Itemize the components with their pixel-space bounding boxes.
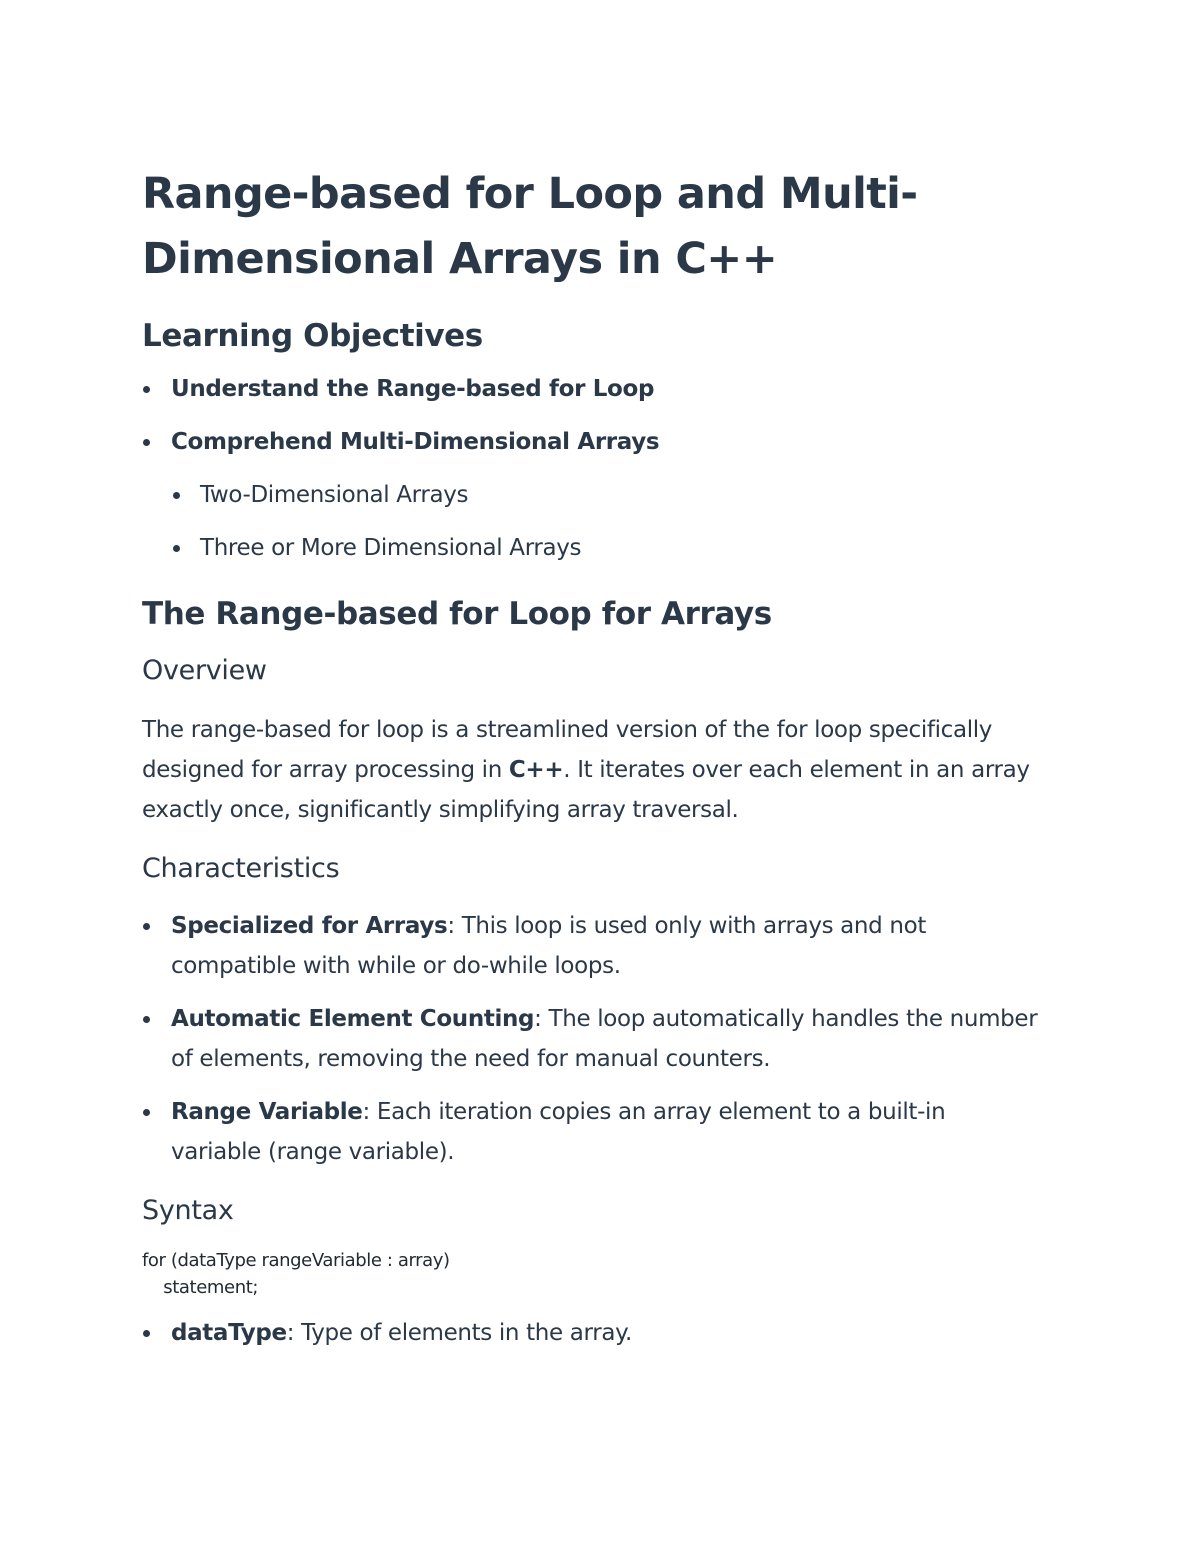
objectives-list — [142, 369, 1042, 568]
characteristics-list — [142, 906, 1042, 1172]
characteristic-item — [142, 906, 1042, 986]
characteristic-item — [142, 999, 1042, 1079]
objective-subitem — [142, 475, 1042, 515]
objectives-heading: Learning Objectives — [142, 318, 483, 354]
characteristic-term: Range Variable — [171, 1099, 363, 1125]
characteristic-desc: : This loop is used only with arrays and not compatible with while or do-while loops. — [171, 913, 926, 979]
bullet-icon — [143, 1109, 150, 1116]
section-heading: The Range-based for Loop for Arrays — [142, 596, 772, 632]
characteristics-heading: Characteristics — [142, 853, 340, 884]
document-page — [142, 162, 1042, 1353]
overview-text-before: The range-based for loop is a streamlined version of the for loop specifically designed for array processing in — [142, 717, 993, 783]
overview-text-bold: C++ — [508, 757, 564, 783]
objective-item-text: Comprehend Multi-Dimensional Arrays — [171, 429, 660, 455]
overview-paragraph — [142, 710, 1042, 830]
overview-heading: Overview — [142, 655, 267, 686]
syntax-item — [142, 1313, 1042, 1353]
bullet-icon — [173, 545, 180, 552]
bullet-icon — [143, 439, 150, 446]
objective-subitem-text: Two-Dimensional Arrays — [200, 482, 469, 508]
syntax-term: dataType — [171, 1320, 287, 1346]
overview-text-after: . It iterates over each element in an array exactly once, significantly simplifying array traversal. — [142, 757, 1030, 823]
objective-item — [142, 369, 1042, 409]
page-title-line-2: Dimensional Arrays in C++ — [142, 234, 778, 284]
characteristic-term: Specialized for Arrays — [171, 913, 448, 939]
bullet-icon — [143, 386, 150, 393]
characteristic-term: Automatic Element Counting — [171, 1006, 535, 1032]
bullet-icon — [173, 492, 180, 499]
objective-subitem-text: Three or More Dimensional Arrays — [200, 535, 582, 561]
syntax-code-block: for (dataType rangeVariable : array) statement; — [142, 1250, 450, 1298]
syntax-desc: : Type of elements in the array. — [286, 1320, 633, 1346]
objective-item-text: Understand the Range-based for Loop — [171, 376, 655, 402]
bullet-icon — [143, 923, 150, 930]
bullet-icon — [143, 1330, 150, 1337]
characteristic-desc: : Each iteration copies an array element to a built-in variable (range variable). — [171, 1099, 946, 1165]
page-title — [142, 162, 1042, 292]
characteristic-desc: : The loop automatically handles the number of elements, removing the need for manual counters. — [171, 1006, 1038, 1072]
objective-item — [142, 422, 1042, 462]
page-title-line-1: Range-based for Loop and Multi- — [142, 169, 918, 219]
characteristic-item — [142, 1092, 1042, 1172]
syntax-list — [142, 1313, 1042, 1353]
objective-subitem — [142, 528, 1042, 568]
bullet-icon — [143, 1016, 150, 1023]
syntax-heading: Syntax — [142, 1195, 234, 1226]
